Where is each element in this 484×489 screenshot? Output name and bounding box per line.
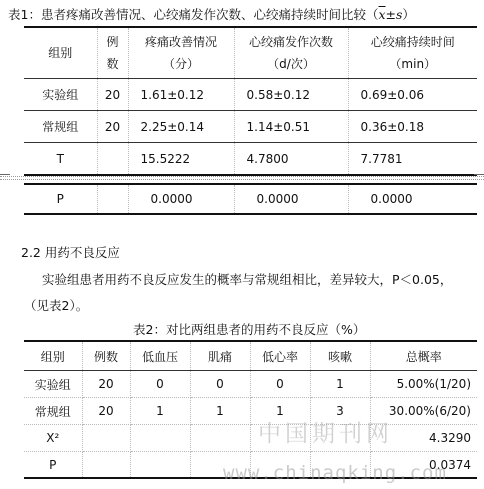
table-cell: 30.00%(6/20): [370, 398, 477, 425]
table-cell: 0.58±0.12: [234, 79, 348, 111]
table-row: [24, 425, 477, 452]
table-cell: 7.7781: [348, 143, 477, 176]
table-cell: 0: [130, 371, 190, 398]
table-cell: 实验组: [24, 371, 82, 398]
table-header-cell: 咳嗽: [310, 341, 370, 371]
pm-s-symbol: ±s: [385, 7, 403, 22]
table-row: [24, 79, 477, 111]
table1-header-group: 组别: [24, 27, 97, 79]
table-row: [24, 184, 477, 214]
table-cell: 1: [310, 371, 370, 398]
table-cell: 实验组: [24, 79, 97, 111]
table-cell: 20: [97, 111, 128, 143]
section-paragraph: [24, 267, 476, 319]
table1-header-duration: 心绞痛持续时间 （min）: [348, 27, 477, 79]
table-header-cell: 肌痛: [190, 341, 250, 371]
table-cell: 15.5222: [128, 143, 234, 176]
table-header-cell: 例数: [82, 341, 130, 371]
table1-title: [8, 5, 415, 23]
table-header-cell: 总概率: [370, 341, 477, 371]
section-heading: 2.2 用药不良反应: [21, 245, 120, 260]
table-cell: 0.0000: [128, 184, 234, 214]
table-cell: 2.25±0.14: [128, 111, 234, 143]
divider-tick: [0, 174, 10, 175]
table-cell: [130, 452, 190, 479]
table1-title-prefix: 表1：患者疼痛改善情况、心绞痛发作次数、心绞痛持续时间比较（: [8, 7, 379, 22]
paragraph-line: 实验组患者用药不良反应发生的概率与常规组相比，差异较大，P＜0.05，: [42, 272, 453, 287]
table1-title-suffix: ）: [402, 7, 415, 22]
xbar-symbol: $\overline{x}$: [378, 7, 386, 22]
table-header-cell: 低心率: [250, 341, 310, 371]
table-cell: 20: [97, 79, 128, 111]
table-cell: 0.69±0.06: [348, 79, 477, 111]
divider-line: [0, 176, 484, 177]
table-cell: 0: [250, 371, 310, 398]
table-cell: [82, 452, 130, 479]
table-cell: T: [24, 143, 97, 176]
table-cell: 0.0000: [234, 184, 348, 214]
table-cell: P: [24, 452, 82, 479]
table-cell: [82, 425, 130, 452]
table-cell: [190, 425, 250, 452]
table-row: [24, 398, 477, 425]
table-cell: 1: [130, 398, 190, 425]
table2-title: 表2：对比两组患者的用药不良反应（%）: [133, 322, 366, 337]
table-cell: 4.7800: [234, 143, 348, 176]
table1-header-pain: 疼痛改善情况 （分）: [128, 27, 234, 79]
table-cell: 1: [190, 398, 250, 425]
divider-tick: [474, 174, 484, 175]
table-cell: P: [24, 184, 97, 214]
table2-header-row: [24, 341, 477, 371]
table-cell: 常规组: [24, 111, 97, 143]
table-cell: 4.3290: [370, 425, 477, 452]
table-cell: X²: [24, 425, 82, 452]
table-cell: 1: [250, 398, 310, 425]
table-header-cell: 组别: [24, 341, 82, 371]
table-cell: 0.36±0.18: [348, 111, 477, 143]
watermark-url: www.chinaqking.com: [223, 462, 447, 484]
table-cell: 0.0374: [370, 452, 477, 479]
table-cell: 3: [310, 398, 370, 425]
table-cell: 5.00%(1/20): [370, 371, 477, 398]
table-cell: 20: [82, 398, 130, 425]
table-cell: [97, 143, 128, 176]
table-cell: 20: [82, 371, 130, 398]
table-cell: 常规组: [24, 398, 82, 425]
divider-line: [0, 179, 484, 180]
paragraph-line: （见表2）。: [24, 298, 89, 313]
table1-p-row-table: [24, 183, 477, 215]
table-header-cell: 低血压: [130, 341, 190, 371]
table-cell: [130, 425, 190, 452]
page-break-divider: [0, 176, 484, 182]
table-row: [24, 143, 477, 176]
table-row: [24, 371, 477, 398]
table-cell: 0: [190, 371, 250, 398]
table1-header-freq: 心绞痛发作次数 （d/次）: [234, 27, 348, 79]
table2: [24, 340, 477, 479]
table-cell: 0.0000: [348, 184, 477, 214]
table-row: [24, 111, 477, 143]
table-cell: [97, 184, 128, 214]
table1-header-row: [24, 27, 477, 79]
table-cell: 1.61±0.12: [128, 79, 234, 111]
table1-header-count: 例 数: [97, 27, 128, 79]
table1: [24, 26, 477, 176]
table-cell: 1.14±0.51: [234, 111, 348, 143]
watermark-cn: 中国期刊网: [258, 421, 393, 447]
